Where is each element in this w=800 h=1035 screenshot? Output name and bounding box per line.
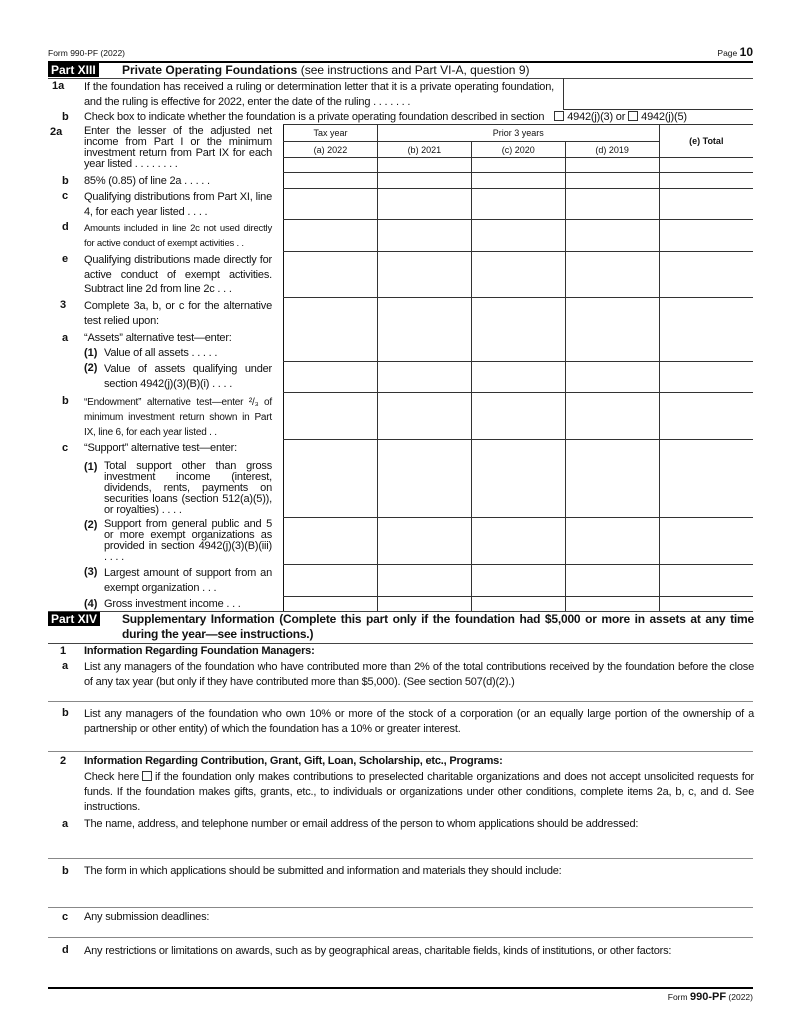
- line-number: b: [62, 175, 69, 187]
- cell-2e-c[interactable]: [471, 252, 565, 298]
- footer-year: (2022): [728, 992, 753, 1002]
- line-number: e: [62, 253, 69, 265]
- part-xiv-title: Supplementary Information (Complete this part only if the foundation had $5,000 or more in assets at any time during the year—see instructions.): [122, 612, 754, 641]
- cell-3a2-e[interactable]: [659, 362, 753, 393]
- cell-3b-c[interactable]: [471, 393, 565, 440]
- line-number: a: [62, 818, 69, 830]
- line-3a2-text: Value of assets qualifying under section 4942(j)(3)(B)(i) . . . .: [104, 363, 272, 390]
- cell-2a-e[interactable]: [659, 158, 753, 173]
- table-row-2a: [284, 158, 754, 173]
- cell-2d-b[interactable]: [377, 220, 471, 252]
- table-row-3b: [284, 393, 754, 440]
- line-number: d: [62, 221, 69, 233]
- line-1b: [84, 111, 754, 124]
- cell-3b-a[interactable]: [284, 393, 378, 440]
- cell-2e-a[interactable]: [284, 252, 378, 298]
- line-2d-text: Any restrictions or limitations on awards, such as by geographical areas, charitable fields, kinds of institutions, or other factors:: [84, 945, 672, 957]
- line-2b-text: 85% (0.85) of line 2a . . . . .: [84, 175, 210, 187]
- cell-2e-b[interactable]: [377, 252, 471, 298]
- operating-foundation-table: [283, 124, 753, 612]
- form-label: Form 990-PF (2022): [48, 48, 125, 58]
- cell-2a-c[interactable]: [471, 158, 565, 173]
- line-number: 3: [60, 299, 67, 311]
- part-xiii-label: Part XIII: [48, 63, 99, 77]
- line-3-text: Complete 3a, b, or c for the alternative test relied upon:: [84, 300, 272, 327]
- cell-3c4-b[interactable]: [377, 597, 471, 612]
- table-row-2e: [284, 252, 754, 298]
- table-row-2d: [284, 220, 754, 252]
- line-2a-text: The name, address, and telephone number or email address of the person to whom applications should be addressed:: [84, 818, 639, 830]
- cell-2c-e[interactable]: [659, 189, 753, 220]
- line-2e-text: Qualifying distributions made directly for active conduct of exempt activities. Subtract line 2d from line 2c . . .: [84, 254, 272, 295]
- header-col-b: (b) 2021: [377, 142, 471, 158]
- line-3c-text: “Support” alternative test—enter:: [84, 442, 237, 454]
- preselected-checkbox[interactable]: [142, 771, 152, 781]
- cell-2c-d[interactable]: [565, 189, 659, 220]
- table-row-3c4: [284, 597, 754, 612]
- cell-3c3-d[interactable]: [565, 565, 659, 597]
- cell-3c2-b[interactable]: [377, 518, 471, 565]
- table-row-3a2: [284, 362, 754, 393]
- cell-3c4-a[interactable]: [284, 597, 378, 612]
- cell-3c3-e[interactable]: [659, 565, 753, 597]
- header-tax-year: Tax year: [284, 125, 378, 142]
- answer-line[interactable]: [48, 751, 753, 752]
- line-1a-text: If the foundation has received a ruling or determination letter that it is a private operating foundation, and the ruling is effective for 2022, enter the date of the ruling . . . . . . .: [84, 81, 554, 108]
- line-1b-text: Check box to indicate whether the foundation is a private operating foundation described in section: [84, 111, 545, 123]
- line-3b-text: “Endowment” alternative test—enter ²/₃ of minimum investment return shown in Part IX, line 6, for each year listed . .: [84, 397, 272, 438]
- cell-2c-a[interactable]: [284, 189, 378, 220]
- cell-2d-c[interactable]: [471, 220, 565, 252]
- answer-line[interactable]: [48, 937, 753, 938]
- checkbox-4942j3[interactable]: [554, 111, 564, 121]
- line-3c2-text: Support from general public and 5 or more exempt organizations as provided in section 4942(j)(3)(B)(iii) . . . .: [104, 518, 272, 563]
- table-row-3c2: [284, 518, 754, 565]
- line-number: 1: [60, 645, 67, 657]
- cell-3c2-e[interactable]: [659, 518, 753, 565]
- footer-form-pre: Form: [667, 992, 688, 1002]
- cell-3c3-a[interactable]: [284, 565, 378, 597]
- checkbox-4942j5[interactable]: [628, 111, 638, 121]
- line-number: b: [62, 707, 69, 719]
- cell-3a2-a[interactable]: [284, 362, 378, 393]
- line-number: b: [62, 395, 69, 407]
- cell-3c1-b[interactable]: [377, 440, 471, 518]
- cell-3a1-e[interactable]: [659, 298, 753, 362]
- cell-3c2-c[interactable]: [471, 518, 565, 565]
- cell-3a1-c[interactable]: [471, 298, 565, 362]
- line-3a-text: “Assets” alternative test—enter:: [84, 332, 232, 344]
- cell-2b-a[interactable]: [284, 173, 378, 189]
- line-3c4-text: Gross investment income . . .: [104, 598, 241, 610]
- page-number: 10: [739, 45, 753, 59]
- part-xiii-title: [122, 63, 529, 77]
- line-2a-text: Enter the lesser of the adjusted net income from Part I or the minimum investment return from Part IX for each year listed . . . . . . . .: [84, 125, 272, 170]
- header-col-d: (d) 2019: [565, 142, 659, 158]
- cell-3c1-e[interactable]: [659, 440, 753, 518]
- line-1b-text: List any managers of the foundation who own 10% or more of the stock of a corporation (or an equally large portion of the ownership of a partnership or other entity) of which the foundation has a 10% or greater interest.: [84, 708, 754, 735]
- line-number: 1a: [52, 80, 65, 92]
- line-number: d: [62, 944, 69, 956]
- header-total: (e) Total: [659, 125, 753, 158]
- cell-3a2-d[interactable]: [565, 362, 659, 393]
- line-number: a: [62, 660, 69, 672]
- line-number: (1): [84, 461, 98, 473]
- cell-3c3-c[interactable]: [471, 565, 565, 597]
- page-label: Page: [717, 48, 738, 58]
- table-row-3a1: [284, 298, 754, 362]
- answer-line[interactable]: [48, 858, 753, 859]
- cell-3c3-b[interactable]: [377, 565, 471, 597]
- line-3a1-text: Value of all assets . . . . .: [104, 347, 218, 359]
- header-col-c: (c) 2020: [471, 142, 565, 158]
- cell-3c4-d[interactable]: [565, 597, 659, 612]
- line-number: a: [62, 332, 69, 344]
- part-xiv-label: Part XIV: [48, 612, 100, 626]
- cell-3a2-c[interactable]: [471, 362, 565, 393]
- header-prior-years: Prior 3 years: [377, 125, 659, 142]
- cell-2b-e[interactable]: [659, 173, 753, 189]
- cell-3c1-a[interactable]: [284, 440, 378, 518]
- cell-2e-d[interactable]: [565, 252, 659, 298]
- line-2-check: [84, 770, 754, 815]
- divider: [48, 987, 753, 989]
- cell-3c1-c[interactable]: [471, 440, 565, 518]
- line-number: 2: [60, 755, 67, 767]
- line-2-heading: Information Regarding Contribution, Grant, Gift, Loan, Scholarship, etc., Programs:: [84, 755, 503, 767]
- cell-3b-e[interactable]: [659, 393, 753, 440]
- header-col-a: (a) 2022: [284, 142, 378, 158]
- cell-3c2-a[interactable]: [284, 518, 378, 565]
- line-1a-text: List any managers of the foundation who have contributed more than 2% of the total contributions received by the foundation before the close of any tax year (but only if they have contributed more than $5,000). (See section 507(d)(2).): [84, 661, 754, 688]
- cell-2e-e[interactable]: [659, 252, 753, 298]
- line-number: c: [62, 190, 69, 202]
- line-3c3-text: Largest amount of support from an exempt organization . . .: [104, 567, 272, 594]
- title-note: (see instructions and Part VI-A, question 9): [300, 63, 530, 77]
- cell-2a-a[interactable]: [284, 158, 378, 173]
- line-number: b: [62, 865, 69, 877]
- cell-3a1-b[interactable]: [377, 298, 471, 362]
- line-1-heading: Information Regarding Foundation Managers:: [84, 645, 315, 657]
- cell-3c1-d[interactable]: [565, 440, 659, 518]
- cell-3a2-b[interactable]: [377, 362, 471, 393]
- cell-2a-d[interactable]: [565, 158, 659, 173]
- line-2c-text: Any submission deadlines:: [84, 911, 210, 923]
- cell-2a-b[interactable]: [377, 158, 471, 173]
- divider: [48, 643, 753, 644]
- line-number: (1): [84, 347, 98, 359]
- cell-2b-d[interactable]: [565, 173, 659, 189]
- cell-3a1-d[interactable]: [565, 298, 659, 362]
- cell-2b-b[interactable]: [377, 173, 471, 189]
- cell-2d-d[interactable]: [565, 220, 659, 252]
- line-3c1-text: Total support other than gross investment income (interest, dividends, rents, payments on securities loans (section 512(a)(5)), or royalties) . . . .: [104, 460, 272, 516]
- line-number: (3): [84, 566, 98, 578]
- footer-form-name: 990-PF: [689, 991, 727, 1003]
- table-row-3c1: [284, 440, 754, 518]
- cell-3b-d[interactable]: [565, 393, 659, 440]
- cell-2c-b[interactable]: [377, 189, 471, 220]
- check-here-label: Check here: [84, 771, 140, 783]
- cell-2b-c[interactable]: [471, 173, 565, 189]
- cell-2d-a[interactable]: [284, 220, 378, 252]
- cell-3c4-e[interactable]: [659, 597, 753, 612]
- table-row-2c: [284, 189, 754, 220]
- check-text: if the foundation only makes contributions to preselected charitable organizations and does not accept unsolicited requests for funds. If the foundation makes gifts, grants, etc., to individuals or organizations under other conditions, complete items 2a, b, c, and d. See instructions.: [84, 771, 754, 813]
- cell-3a1-a[interactable]: [284, 298, 378, 362]
- ruling-date-field[interactable]: [563, 78, 753, 110]
- answer-line[interactable]: [48, 701, 753, 702]
- cell-2d-e[interactable]: [659, 220, 753, 252]
- line-2d-text: Amounts included in line 2c not used directly for active conduct of exempt activities . .: [84, 223, 272, 249]
- cell-3c4-c[interactable]: [471, 597, 565, 612]
- line-number: (4): [84, 598, 98, 610]
- line-number: c: [62, 442, 69, 454]
- line-number: (2): [84, 362, 98, 374]
- footer-form: [668, 991, 753, 1003]
- page-indicator: [717, 45, 753, 59]
- cell-2c-c[interactable]: [471, 189, 565, 220]
- line-number: b: [62, 111, 69, 123]
- title-bold: Private Operating Foundations: [122, 63, 298, 77]
- option-4942j3: 4942(j)(3) or: [567, 111, 626, 123]
- table-row-3c3: [284, 565, 754, 597]
- line-number: c: [62, 911, 69, 923]
- table-row-2b: [284, 173, 754, 189]
- line-number: 2a: [50, 126, 63, 138]
- cell-3b-b[interactable]: [377, 393, 471, 440]
- line-2b-text: The form in which applications should be submitted and information and materials they should include:: [84, 865, 562, 877]
- option-4942j5: 4942(j)(5): [641, 111, 687, 123]
- cell-3c2-d[interactable]: [565, 518, 659, 565]
- line-2c-text: Qualifying distributions from Part XI, line 4, for each year listed . . . .: [84, 191, 272, 218]
- line-number: (2): [84, 519, 98, 531]
- answer-line[interactable]: [48, 907, 753, 908]
